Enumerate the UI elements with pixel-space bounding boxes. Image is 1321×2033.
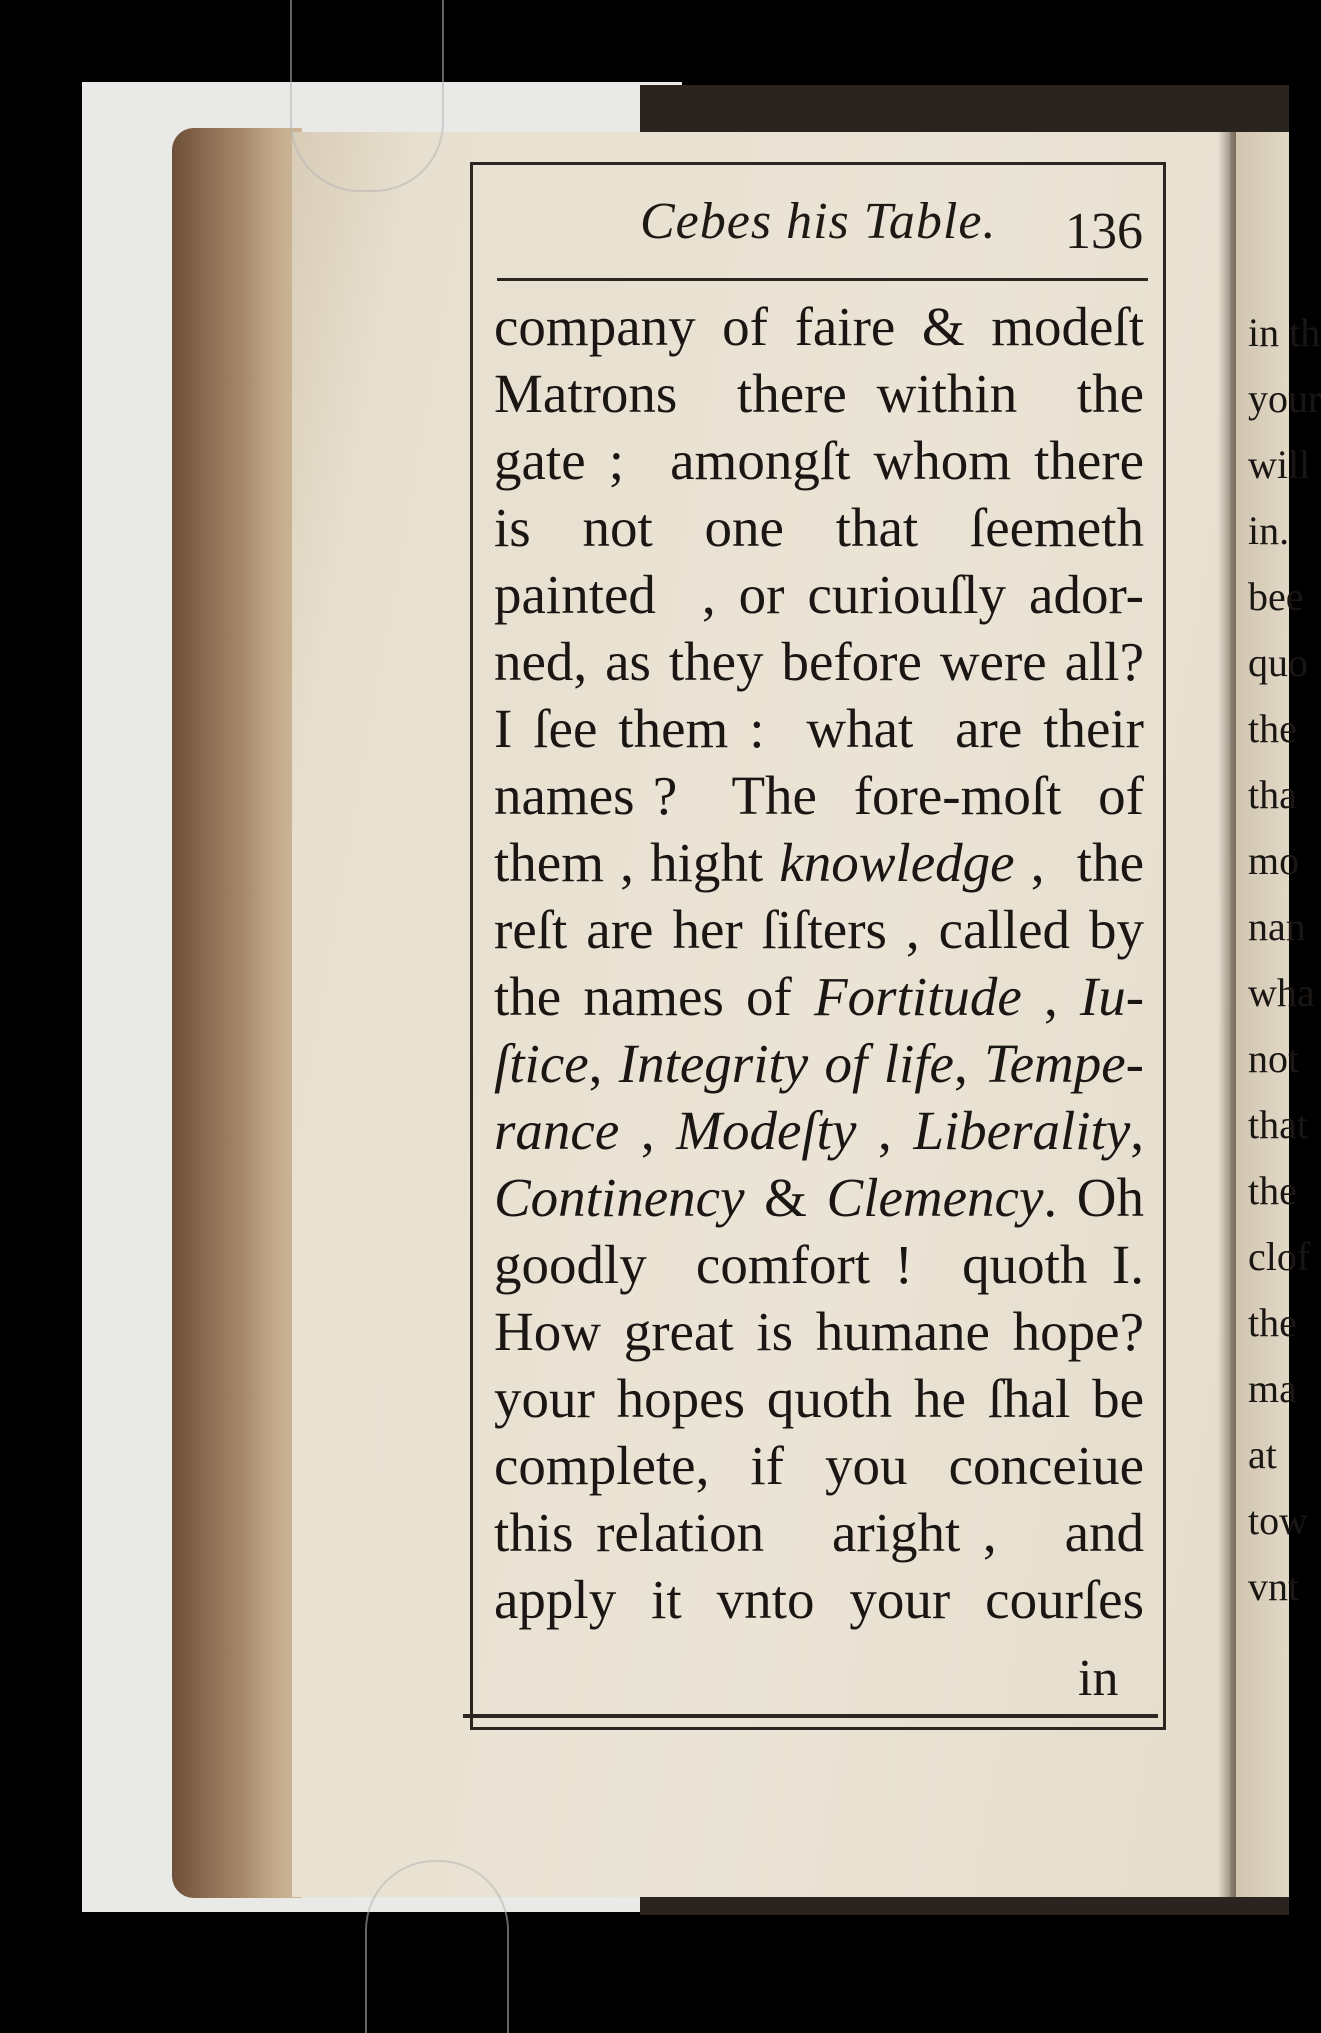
text-segment: , <box>856 1100 914 1161</box>
text-segment: company of faire & modeſt <box>494 296 1144 357</box>
text-line <box>494 829 1144 896</box>
book-fore-edge <box>172 128 302 1898</box>
text-segment: Liberality <box>913 1100 1131 1161</box>
text-line <box>494 1432 1144 1499</box>
text-line <box>494 427 1144 494</box>
text-segment: Fortitude <box>814 966 1022 1027</box>
bottom-clip <box>365 1860 509 2033</box>
text-line <box>494 695 1144 762</box>
text-segment: rance <box>494 1100 620 1161</box>
facing-page-fragment: mo <box>1248 838 1300 883</box>
text-segment: your hopes quoth he ſhal be <box>494 1368 1144 1429</box>
text-segment: , the <box>1014 832 1144 893</box>
text-segment: I ſee them : what are their <box>494 698 1144 759</box>
text-segment: apply it vnto your courſes <box>494 1569 1144 1630</box>
text-segment: , <box>953 1033 985 1094</box>
facing-page-fragment: the <box>1248 706 1297 751</box>
text-segment: How great is humane hope? <box>494 1301 1144 1362</box>
text-segment: Iu- <box>1079 966 1145 1027</box>
text-line <box>494 963 1144 1030</box>
text-segment: Tempe- <box>984 1033 1144 1094</box>
text-segment: , <box>1021 966 1080 1027</box>
gutter-shadow <box>1218 132 1236 1897</box>
text-segment: , <box>619 1100 677 1161</box>
facing-page-fragment: bee <box>1248 574 1304 619</box>
text-line <box>494 1097 1144 1164</box>
facing-page-fragment: quo <box>1248 640 1308 685</box>
text-line <box>494 1365 1144 1432</box>
text-segment: ned, as they before were all? <box>494 631 1144 692</box>
facing-page-fragment: clof <box>1248 1234 1311 1279</box>
facing-page-fragment: will <box>1248 442 1311 487</box>
text-line <box>494 293 1144 360</box>
facing-page-fragment: tha <box>1248 772 1297 817</box>
facing-page-fragment: tow <box>1248 1498 1308 1543</box>
facing-page-fragment: in. <box>1248 508 1290 553</box>
text-segment: Modeſty <box>676 1100 857 1161</box>
running-head: Cebes his Table. <box>640 193 997 250</box>
text-segment: complete, if you conceiue <box>494 1435 1144 1496</box>
text-segment: the names of <box>494 966 815 1027</box>
text-segment: names ? The fore-moſt of <box>494 765 1144 826</box>
text-segment: goodly comfort ! quoth I. <box>494 1234 1144 1295</box>
text-line <box>494 360 1144 427</box>
text-segment: ſtice <box>494 1033 589 1094</box>
text-line <box>494 494 1144 561</box>
text-segment: reſt are her ſiſters , called by <box>494 899 1144 960</box>
text-line <box>494 1164 1144 1231</box>
text-line <box>494 1231 1144 1298</box>
facing-page-fragment: wha <box>1248 970 1315 1015</box>
text-line <box>494 1298 1144 1365</box>
body-text <box>494 293 1144 1633</box>
top-clip <box>290 0 444 192</box>
text-segment: gate ; amongſt whom there <box>494 430 1144 491</box>
page-number: 136 <box>1065 203 1143 260</box>
facing-page-fragments <box>1248 300 1321 1620</box>
text-line <box>494 896 1144 963</box>
facing-page-fragment: at <box>1248 1432 1277 1477</box>
text-segment: , <box>1130 1100 1145 1161</box>
text-segment: Integrity of life <box>618 1033 954 1094</box>
header-rule <box>497 278 1148 281</box>
text-segment: Clemency <box>826 1167 1044 1228</box>
text-line <box>494 1566 1144 1633</box>
facing-page-fragment: your <box>1248 376 1321 421</box>
text-line <box>494 561 1144 628</box>
text-line <box>494 762 1144 829</box>
text-segment: knowledge <box>779 832 1015 893</box>
text-segment: is not one that ſeemeth <box>494 497 1144 558</box>
text-line <box>494 1499 1144 1566</box>
bottom-rule <box>463 1714 1158 1718</box>
text-segment: Matrons there within the <box>494 363 1144 424</box>
facing-page-fragment: the <box>1248 1300 1297 1345</box>
facing-page-fragment: that <box>1248 1102 1308 1147</box>
text-segment: painted , or curiouſly ador- <box>494 564 1144 625</box>
text-segment: Continency <box>494 1167 745 1228</box>
text-segment: . Oh <box>1043 1167 1144 1228</box>
facing-page-fragment: in th <box>1248 310 1321 355</box>
facing-page-fragment: ma <box>1248 1366 1297 1411</box>
text-segment: & <box>744 1167 827 1228</box>
facing-page-fragment: vnt <box>1248 1564 1300 1609</box>
facing-page-fragment: not <box>1248 1036 1300 1081</box>
facing-page-fragment: the <box>1248 1168 1297 1213</box>
facing-page-fragment: nan <box>1248 904 1306 949</box>
text-segment: , <box>588 1033 619 1094</box>
text-line <box>494 628 1144 695</box>
text-segment: this relation aright , and <box>494 1502 1144 1563</box>
text-segment: them , hight <box>494 832 780 893</box>
text-line <box>494 1030 1144 1097</box>
catchword: in <box>1078 1650 1119 1707</box>
